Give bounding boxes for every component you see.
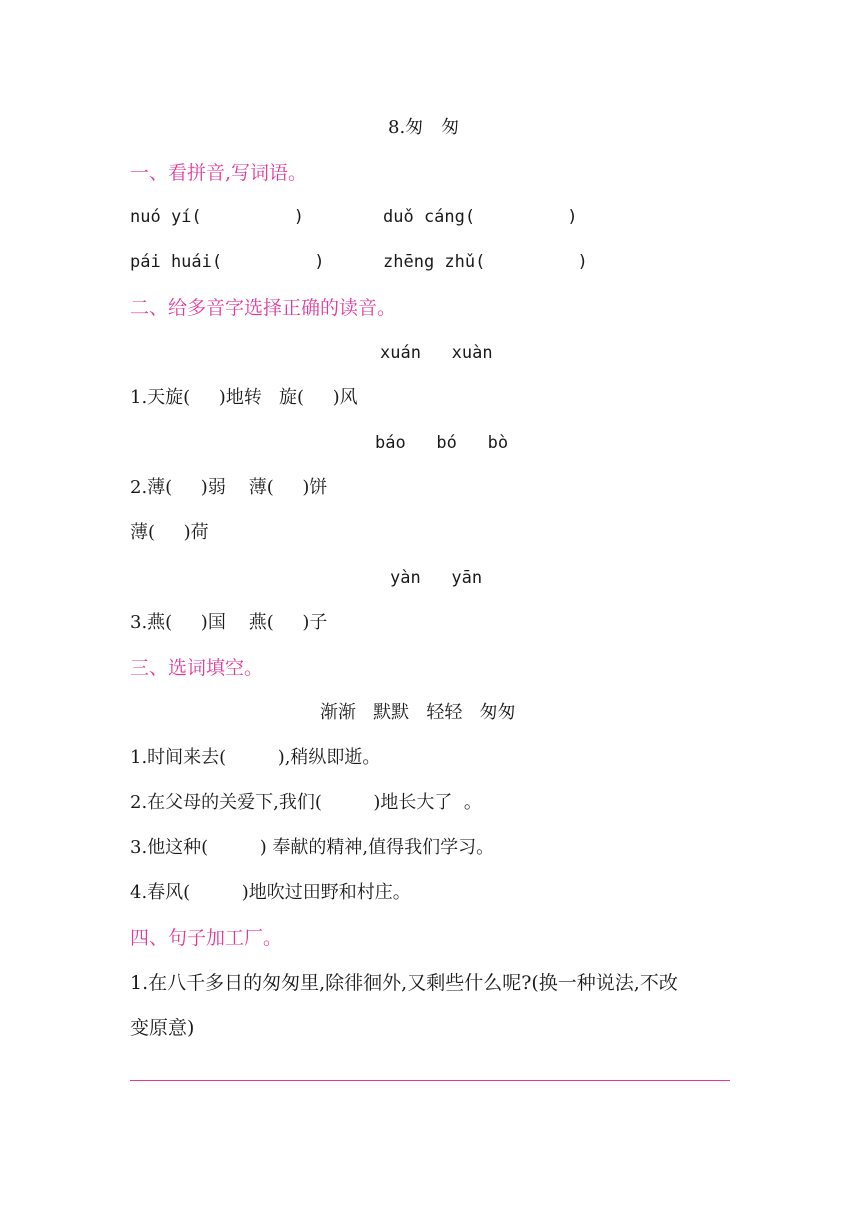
polyphone-item-2a: 2.薄( )弱 薄( )饼 — [130, 477, 328, 498]
polyphone-item-2b: 薄( )荷 — [130, 522, 209, 543]
sentence-item-1-line-1: 1.在八千多日的匆匆里,除徘徊外,又剩些什么呢?(换一种说法,不改 — [130, 972, 678, 994]
section-3-heading: 三、选词填空。 — [130, 657, 264, 679]
page-title: 8.匆 匆 — [388, 117, 460, 138]
section-1-heading: 一、看拼音,写词语。 — [130, 162, 308, 184]
word-bank: 渐渐 默默 轻轻 匆匆 — [320, 702, 516, 723]
fill-item-1: 1.时间来去( ),稍纵即逝。 — [130, 747, 381, 768]
pinyin-item-duo-cang: duǒ cáng( ) — [383, 207, 578, 227]
polyphone-item-3: 3.燕( )国 燕( )子 — [130, 612, 328, 633]
section-2-heading: 二、给多音字选择正确的读音。 — [130, 297, 397, 319]
polyphone-item-1: 1.天旋( )地转 旋( )风 — [130, 387, 358, 408]
pinyin-item-nuo-yi: nuó yí( ) — [130, 207, 304, 227]
answer-line — [130, 1080, 730, 1081]
polyphone-pinyin-yan: yàn yān — [390, 568, 483, 588]
section-4-heading: 四、句子加工厂。 — [130, 927, 283, 949]
fill-item-2: 2.在父母的关爱下,我们( )地长大了 。 — [130, 792, 482, 813]
polyphone-pinyin-bao: báo bó bò — [375, 433, 509, 453]
fill-item-3: 3.他这种( ) 奉献的精神,值得我们学习。 — [130, 837, 495, 858]
sentence-item-1-line-2: 变原意) — [130, 1017, 195, 1039]
fill-item-4: 4.春风( )地吹过田野和村庄。 — [130, 882, 411, 903]
pinyin-item-pai-huai: pái huái( ) — [130, 252, 325, 272]
polyphone-pinyin-xuan: xuán xuàn — [380, 343, 493, 363]
pinyin-item-zheng-zhu: zhēng zhǔ( ) — [383, 252, 588, 272]
